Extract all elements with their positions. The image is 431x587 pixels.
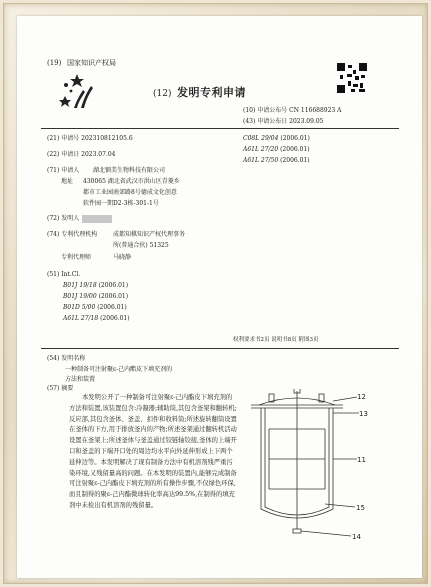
intcl-list bbox=[63, 281, 130, 325]
certificate-frame bbox=[3, 3, 428, 584]
inventor-label-text: (72) 发明人 bbox=[47, 215, 80, 222]
doc-type-title: 发明专利申请 bbox=[177, 86, 246, 99]
agency-line-1: 成都知棋知识产权代理事务 bbox=[113, 231, 186, 238]
agent-label: 专利代理师 bbox=[61, 254, 92, 261]
agency-line-2: 所(普通合伙) 51325 bbox=[113, 242, 169, 249]
office-code: (19) bbox=[47, 59, 62, 67]
figure-label-15: 15 bbox=[356, 504, 365, 512]
publication-date: (43) 申请公布日 2023.09.05 bbox=[243, 118, 324, 125]
cnipa-logo-icon bbox=[57, 72, 97, 112]
abstract-label: (57) 摘要 bbox=[47, 385, 74, 392]
invention-title-line-2: 方法和装置 bbox=[65, 376, 96, 383]
ipc-right-item: A61L 27/50 (2006.01) bbox=[243, 157, 310, 164]
inventor-redacted bbox=[82, 215, 112, 223]
figure-label-14: 14 bbox=[352, 533, 361, 541]
publication-number: (10) 申请公布号 CN 116688923 A bbox=[243, 107, 342, 114]
applicant-name: 湖北铟美生物科技有限公司 bbox=[93, 167, 166, 174]
doc-type-code: (12) bbox=[153, 89, 172, 99]
agency-label: (74) 专利代理机构 bbox=[47, 231, 98, 238]
intcl-item: B01J 19/18 (2006.01) bbox=[63, 282, 129, 289]
biblio-divider bbox=[41, 348, 399, 349]
ipc-right-item: C08L 29/04 (2006.01) bbox=[243, 135, 310, 142]
header-divider bbox=[41, 128, 399, 129]
intcl-item: B01D 5/00 (2006.01) bbox=[63, 304, 127, 311]
figure-label-12: 12 bbox=[357, 393, 366, 401]
agent-name: 马晓静 bbox=[113, 254, 132, 261]
application-date: (22) 申请日 2023.07.04 bbox=[47, 151, 116, 158]
ipc-right-list bbox=[243, 134, 310, 167]
application-number: (21) 申请号 202310812105.6 bbox=[47, 135, 133, 142]
patent-page bbox=[17, 16, 422, 578]
address-line-2: 都市工业园南郊路8号德成文化创意 bbox=[83, 189, 177, 196]
figure-label-13: 13 bbox=[359, 410, 368, 418]
office-name: 国家知识产权局 bbox=[67, 59, 116, 67]
invention-title-label: (54) 发明名称 bbox=[47, 355, 86, 362]
ipc-right-item: A61L 27/20 (2006.01) bbox=[243, 146, 310, 153]
abstract-text: 本发明公开了一种制备可注射聚ε-己内酯皮下填充剂的方法和装置,该装置包含:冷凝器;辅助筒,其包含釜架和翻转机;反应部,其包含釜体、釜盖、扣件和收料筒;所述旋转翻筒设置在釜体的下方,用于排放釜内的产物;所述釜架通过翻转机活动设置在釜架上;所述釜体与釜盖通过铰链轴铰接,釜体的上端开口和釜盖的下端开口处的周边均水平向外延伸形成上下两个延伸边等。本发明解决了现有制备方法中有机溶剂残严重污染环境,又残留量高的问题。在本发明的装置内,能够完成制备可注射聚ε-己内酯皮下填充剂的所有操作步骤,不仅绿色环保,而且制得的聚ε-己内酯微球转化率高达99.5%,在制得的填充剂中未检出有机溶剂的残留量。 bbox=[69, 394, 237, 509]
claims-note: 权利要求书2页 说明书8页 附图3页 bbox=[233, 337, 319, 343]
qr-code-icon bbox=[337, 63, 367, 93]
intcl-label: (51) Int.Cl. bbox=[47, 271, 81, 278]
intcl-item: B01J 19/00 (2006.01) bbox=[63, 293, 129, 300]
address-line-3: 软件园一期D2-3栋-301-1号 bbox=[83, 200, 159, 207]
figure-label-11: 11 bbox=[357, 456, 366, 464]
applicant-label: (71) 申请人 bbox=[47, 167, 80, 174]
address-label: 地址 bbox=[61, 178, 74, 185]
intcl-item: A61L 27/18 (2006.01) bbox=[63, 315, 130, 322]
inventor-label bbox=[47, 214, 112, 223]
address-line-1: 430065 湖北省武汉市洪山区青菱乡 bbox=[83, 178, 180, 185]
reactor-figure bbox=[239, 389, 369, 541]
invention-title-line-1: 一种制备可注射聚ε-己内酯皮下填充剂的 bbox=[65, 366, 173, 373]
